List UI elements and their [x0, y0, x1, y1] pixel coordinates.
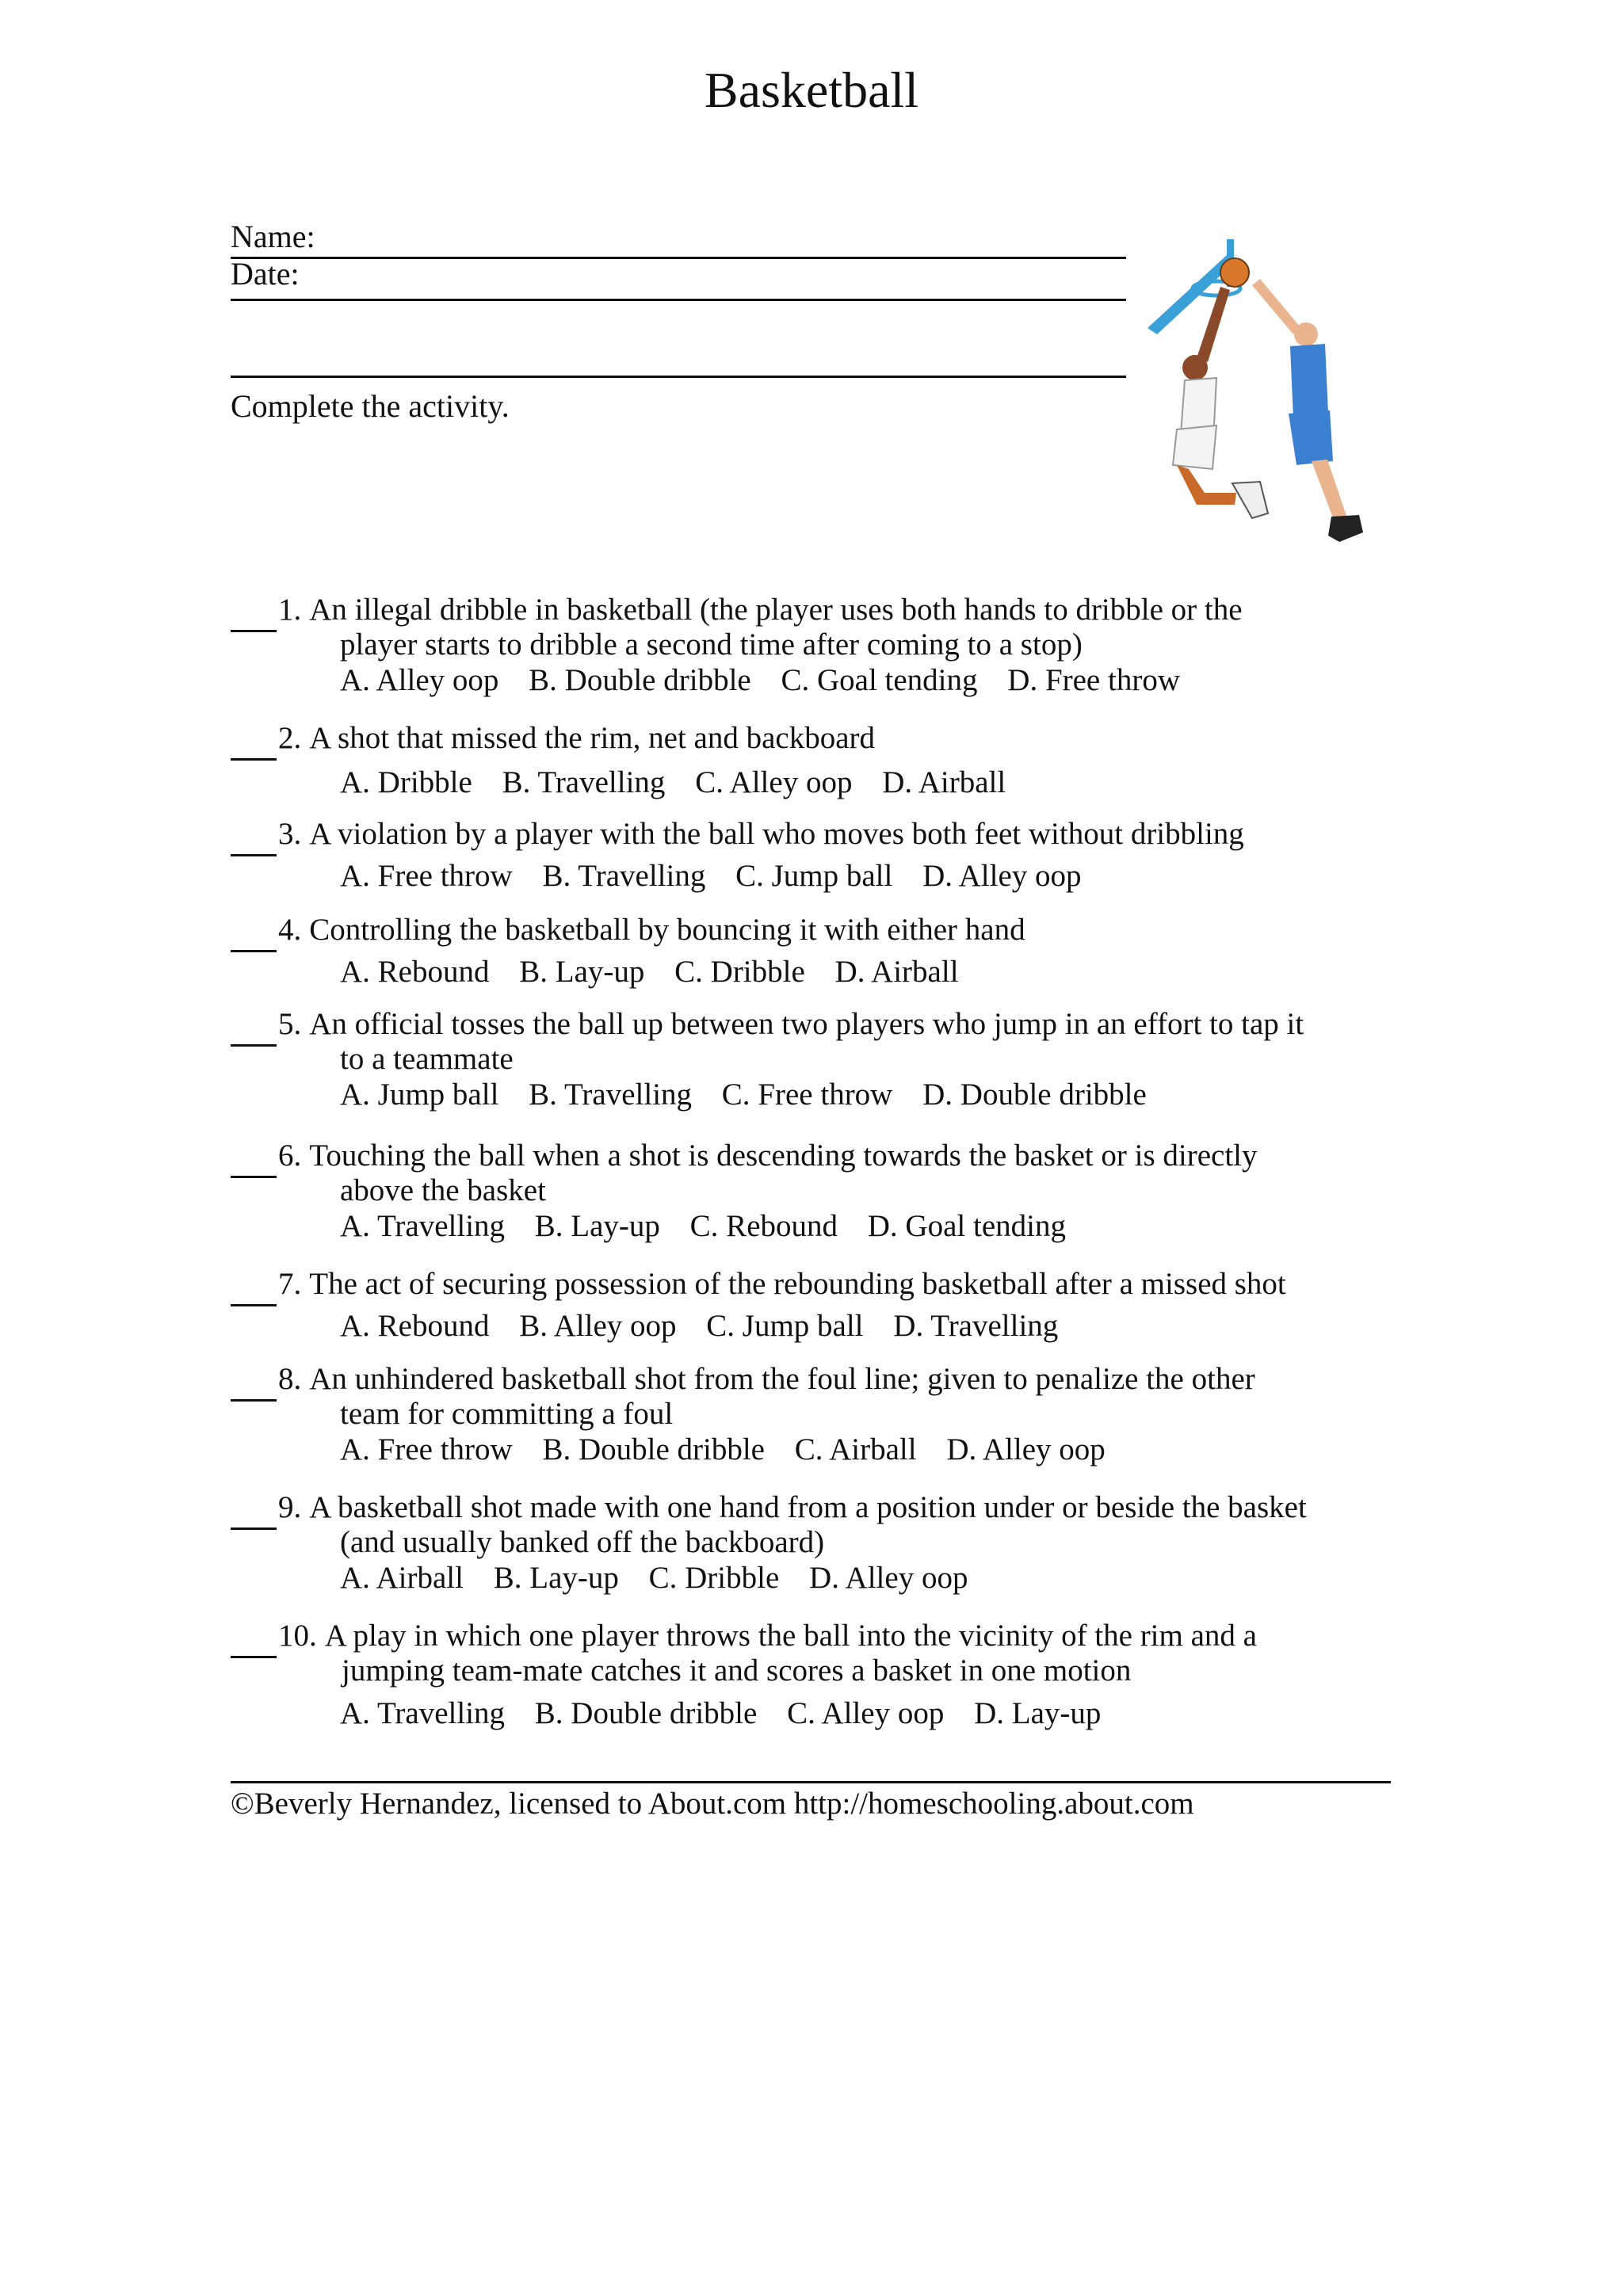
question-prompt: An unhindered basketball shot from the foul line; given to penalize the other: [309, 1362, 1255, 1396]
answer-blank[interactable]: [231, 1304, 277, 1306]
option-d: D. Lay-up: [974, 1696, 1102, 1730]
option-a: A. Travelling: [340, 1696, 506, 1730]
option-b: B. Lay-up: [534, 1209, 660, 1243]
question-continuation: above the basket: [340, 1173, 546, 1207]
answer-blank[interactable]: [231, 950, 277, 952]
question-continuation: (and usually banked off the backboard): [340, 1525, 825, 1559]
option-c: C. Dribble: [674, 955, 805, 989]
option-d: D. Alley oop: [809, 1561, 968, 1595]
option-d: D. Alley oop: [946, 1432, 1106, 1466]
answer-blank[interactable]: [231, 1399, 277, 1402]
option-d: D. Airball: [834, 955, 959, 989]
question-continuation: player starts to dribble a second time after coming to a stop): [340, 627, 1083, 662]
option-d: D. Double dribble: [922, 1077, 1147, 1112]
answer-blank[interactable]: [231, 1656, 277, 1658]
player-blue-icon: [1252, 279, 1363, 542]
question-number: 5.: [278, 1007, 302, 1041]
question-number: 6.: [278, 1138, 302, 1173]
question-number: 8.: [278, 1362, 302, 1396]
question-continuation: to a teammate: [340, 1042, 514, 1076]
ball-icon: [1220, 258, 1249, 287]
option-d: D. Travelling: [893, 1309, 1059, 1343]
page-title: Basketball: [704, 62, 919, 118]
copyright-credit: ©Beverly Hernandez, licensed to About.com http://homeschooling.about.com: [231, 1787, 1194, 1821]
option-c: C. Jump ball: [706, 1309, 864, 1343]
date-label: Date:: [231, 256, 300, 292]
answer-options: [340, 1432, 1128, 1467]
question-text: [278, 1361, 1255, 1397]
question-continuation: team for committing a foul: [340, 1397, 674, 1431]
answer-options: [340, 1208, 1088, 1244]
option-c: C. Alley oop: [695, 765, 853, 799]
question-continuation: jumping team-mate catches it and scores a basket in one motion: [342, 1653, 1132, 1688]
question-text: [278, 1618, 1257, 1653]
option-c: C. Airball: [794, 1432, 917, 1466]
option-a: A. Rebound: [340, 1309, 490, 1343]
question-text: [278, 720, 875, 756]
question-number: 4.: [278, 913, 302, 947]
answer-blank[interactable]: [231, 1527, 277, 1530]
footer-divider: [231, 1781, 1391, 1783]
question-prompt: A violation by a player with the ball who moves both feet without dribbling: [309, 817, 1244, 851]
option-c: C. Dribble: [648, 1561, 780, 1595]
option-b: B. Lay-up: [493, 1561, 619, 1595]
question-prompt: A basketball shot made with one hand from a position under or beside the basket: [309, 1490, 1307, 1524]
date-line[interactable]: [231, 299, 1126, 301]
name-line[interactable]: [231, 257, 1126, 259]
answer-options: [340, 954, 981, 990]
option-c: C. Free throw: [721, 1077, 893, 1112]
answer-options: [340, 662, 1202, 698]
option-c: C. Jump ball: [735, 859, 893, 893]
question-text: [278, 1266, 1286, 1302]
answer-blank[interactable]: [231, 758, 277, 761]
question-number: 3.: [278, 817, 302, 851]
option-d: D. Alley oop: [922, 859, 1082, 893]
answer-options: [340, 765, 1028, 800]
answer-options: [340, 1308, 1080, 1344]
answer-blank[interactable]: [231, 1044, 277, 1047]
option-b: B. Double dribble: [529, 663, 751, 697]
question-number: 7.: [278, 1267, 302, 1301]
question-text: [278, 1489, 1307, 1525]
hoop-icon: [1148, 239, 1240, 334]
option-d: D. Airball: [882, 765, 1006, 799]
option-c: C. Goal tending: [781, 663, 978, 697]
question-prompt: An illegal dribble in basketball (the player uses both hands to dribble or the: [309, 593, 1243, 627]
option-a: A. Alley oop: [340, 663, 499, 697]
answer-options: [340, 1695, 1123, 1731]
question-text: [278, 1138, 1258, 1173]
option-a: A. Dribble: [340, 765, 472, 799]
option-c: C. Alley oop: [787, 1696, 945, 1730]
player-white-icon: [1173, 287, 1268, 518]
option-b: B. Lay-up: [519, 955, 645, 989]
question-prompt: Controlling the basketball by bouncing it with either hand: [309, 913, 1025, 947]
question-text: [278, 1006, 1304, 1042]
option-a: A. Jump ball: [340, 1077, 499, 1112]
answer-options: [340, 1077, 1169, 1112]
question-number: 10.: [278, 1619, 317, 1653]
option-c: C. Rebound: [689, 1209, 838, 1243]
question-number: 1.: [278, 593, 302, 627]
extra-line: [231, 376, 1126, 378]
option-d: D. Goal tending: [867, 1209, 1066, 1243]
question-prompt: A shot that missed the rim, net and backboard: [309, 721, 876, 755]
question-number: 2.: [278, 721, 302, 755]
option-a: A. Free throw: [340, 859, 513, 893]
answer-blank[interactable]: [231, 854, 277, 856]
option-b: B. Double dribble: [534, 1696, 758, 1730]
answer-options: [340, 1560, 990, 1596]
answer-options: [340, 858, 1104, 894]
option-a: A. Rebound: [340, 955, 490, 989]
question-number: 9.: [278, 1490, 302, 1524]
option-a: A. Free throw: [340, 1432, 513, 1466]
name-label: Name:: [231, 219, 315, 254]
option-b: B. Double dribble: [542, 1432, 765, 1466]
answer-blank[interactable]: [231, 630, 277, 632]
option-d: D. Free throw: [1007, 663, 1180, 697]
question-prompt: Touching the ball when a shot is descending towards the basket or is directly: [309, 1138, 1258, 1173]
answer-blank[interactable]: [231, 1176, 277, 1178]
question-prompt: The act of securing possession of the rebounding basketball after a missed shot: [309, 1267, 1286, 1301]
question-prompt: A play in which one player throws the ball into the vicinity of the rim and a: [324, 1619, 1257, 1653]
option-b: B. Travelling: [542, 859, 706, 893]
option-a: A. Airball: [340, 1561, 464, 1595]
question-prompt: An official tosses the ball up between two players who jump in an effort to tap it: [309, 1007, 1304, 1041]
option-b: B. Travelling: [529, 1077, 693, 1112]
question-text: [278, 816, 1244, 852]
option-b: B. Travelling: [502, 765, 666, 799]
instruction-text: Complete the activity.: [231, 388, 510, 424]
basketball-players-illustration: [1141, 231, 1395, 564]
option-a: A. Travelling: [340, 1209, 506, 1243]
option-b: B. Alley oop: [519, 1309, 677, 1343]
question-text: [278, 912, 1025, 948]
question-text: [278, 592, 1243, 627]
